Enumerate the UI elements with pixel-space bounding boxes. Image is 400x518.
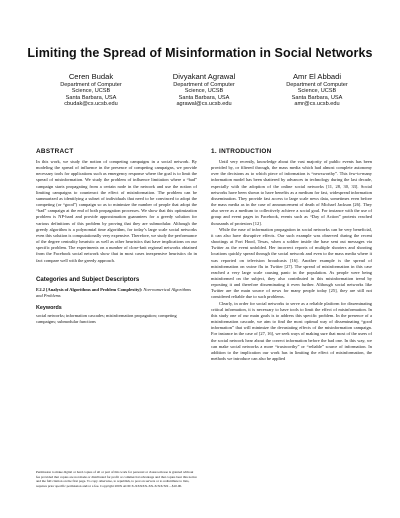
author-block	[36, 72, 372, 108]
author-dept-2: Science, UCSB	[297, 88, 337, 95]
author-location: Santa Barbara, USA	[291, 94, 343, 101]
intro-paragraph-3: Clearly, in order for social networks to serve as a reliable platform for disseminating critical information, it is necessary to have tools to limit the effect of misinformation. In this study one of our main goals is to address this specific problem. In the presence of a misinformation cascade, we aim to find the most optimal way of disseminating “good information” that will minimize the devastating effects of the misinformation campaign. For instance in the case of [27, 16], we seek ways of making sure that most of the users of the social network hear about the correct information before the bad one. In this way, we can make social networks a more “trustworthy” or “reliable” source of information. In addition to the implication our work has in limiting the effect of misinformation, the methods we introduce can also be applied	[211, 300, 372, 361]
author-dept: Department of Computer	[173, 82, 235, 88]
author-dept-2: Science, UCSB	[71, 88, 111, 95]
author-name: Ceren Budak	[68, 72, 114, 81]
author-dept: Department of Computer	[60, 82, 122, 88]
author-1	[36, 72, 146, 108]
author-email[interactable]: cbudak@cs.ucsb.edu	[64, 101, 118, 108]
author-2	[149, 72, 259, 108]
author-location: Santa Barbara, USA	[178, 94, 230, 101]
introduction-heading: 1. INTRODUCTION	[211, 148, 272, 155]
categories-text	[36, 287, 197, 299]
two-column-body	[36, 148, 372, 362]
permission-notice: Permission to make digital or hard copies of all or part of this work for personal or classroom use is granted without fee provided that copies are not made or distributed for profit or commercial advantage and that copies bear this notice and the full citation on the first page. To copy otherwise, to republish, to post on servers or to redistribute to lists, requires prior specific permission and/or a fee. Copyright 200X ACM X-XXXXX-XX-X/XX/XX ...$10.00.	[36, 470, 197, 488]
categories-code: F.2.2 [Analysis of Algorithms and Problem Complexity]:	[36, 286, 143, 292]
author-location: Santa Barbara, USA	[65, 94, 117, 101]
abstract-heading: ABSTRACT	[36, 148, 74, 155]
paper-title: Limiting the Spread of Misinformation in Social Networks	[27, 46, 373, 60]
abstract-text: In this work, we study the notion of competing campaigns in a social network. By modeling the spread of influence in the presence of competing campaigns, we provide necessary tools for applications such as emergency response where the goal is to limit the spread of misinformation. We study the problem of influence limitation where a “bad” campaign starts propagating from a certain node in the network and use the notion of limiting campaigns to counteract the effect of misinformation. The problem can be summarized as identifying a subset of individuals that need to be convinced to adopt the competing (or “good”) campaign so as to minimize the number of people that adopt the “bad” campaign at the end of both propagation processes. We show that this optimization problem is NP-hard and provide approximation guarantees for a greedy solution for various definitions of this problem by proving that they are submodular. Although the greedy algorithm is a polynomial time algorithm, for today’s large scale social networks even this solution is computationally very expensive. Therefore, we study the performance of the degree centrality heuristic as well as other heuristics that have implications on our specific problem. The experiments on a number of close-knit regional networks obtained from the Facebook social network show that in most cases inexpensive heuristics do in fact compare well with the greedy approach.	[36, 159, 197, 263]
categories-desc: Non-numerical Algorithms and Problems	[36, 286, 191, 298]
author-dept-2: Science, UCSB	[184, 88, 224, 95]
author-email[interactable]: agrawal@cs.ucsb.edu	[176, 101, 232, 108]
intro-paragraph-1: Until very recently, knowledge about the vast majority of public events has been provided by, or filtered through, the mass media which had almost complete autonomy over the decisions as to which piece of information is “newsworthy”. This few-to-many information model has been shattered by advances in technology during the last decade, especially with the adoption of the online social networks [11, 28, 30, 33]. Social networks have been shown to have benefits as a medium for fast, widespread information dissemination. They provide fast access to large scale news data, sometimes even before the mass media as in the case of announcement of death of Michael Jackson [26]. They also serve as a medium to collectively achieve a social goal. For instance with the use of group and event pages in Facebook, events such as “Day of Action” protests reached thousands of protestors [12].	[211, 159, 372, 226]
left-column	[36, 148, 197, 362]
right-column	[211, 148, 372, 362]
keywords-text: social networks; information cascades; misinformation propagation; competing campaigns; submodular functions	[36, 312, 177, 324]
author-dept: Department of Computer	[286, 82, 348, 88]
author-email[interactable]: amr@cs.ucsb.edu	[294, 101, 340, 108]
intro-paragraph-2: While the ease of information propagation in social networks can be very beneficial, it can also have disruptive effects. Our such example was observed during the recent shootings at Fort Hood, Texas, when a soldier inside the base sent out messages via Twitter as the event unfolded. Her incorrect reports of multiple shooters and shooting locations quickly spread through the social network and even to the mass media where it was reported on television broadcasts [16]. Another example is the spread of misinformation on swine flu in Twitter [27]. The spread of misinformation in this case reached a very large scale causing panic in the population. As people were being misinformed on the subject, they also contributed in this misinformation trend by reposting it and therefore disseminating it even further. Although social networks like Twitter are the main source of news for many people today [25], they are still not considered reliable due to such problems.	[211, 226, 372, 300]
author-name: Divyakant Agrawal	[172, 72, 236, 81]
categories-heading: Categories and Subject Descriptors	[36, 275, 140, 283]
author-name: Amr El Abbadi	[292, 72, 342, 81]
keywords-heading: Keywords	[36, 304, 62, 311]
author-3	[262, 72, 372, 108]
